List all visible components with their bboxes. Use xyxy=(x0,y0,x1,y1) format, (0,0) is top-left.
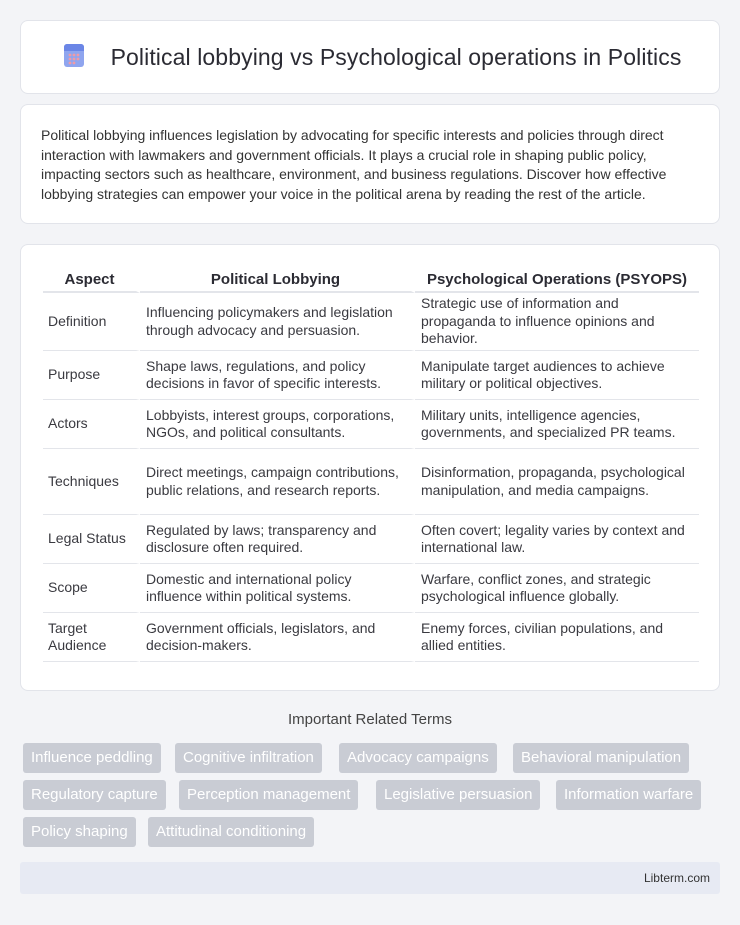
page-title: Political lobbying vs Psychological operations in Politics xyxy=(110,43,682,70)
tag-advocacy-campaigns[interactable]: Advocacy campaigns xyxy=(339,743,497,773)
psyops-cell: Military units, intelligence agencies, governments, and specialized PR teams. xyxy=(415,400,699,449)
tag-policy-shaping[interactable]: Policy shaping xyxy=(23,817,136,847)
aspect-cell: Purpose xyxy=(43,351,140,400)
aspect-cell: Actors xyxy=(43,400,140,449)
intro-card xyxy=(20,104,720,224)
comparison-table xyxy=(43,265,699,662)
lobbying-cell: Regulated by laws; transparency and disclosure often required. xyxy=(140,515,415,564)
aspect-cell: Scope xyxy=(43,564,140,613)
table-row xyxy=(43,449,699,515)
table-row xyxy=(43,400,699,449)
lobbying-cell: Influencing policymakers and legislation through advocacy and persuasion. xyxy=(140,293,415,351)
tag-attitudinal-conditioning[interactable]: Attitudinal conditioning xyxy=(148,817,314,847)
aspect-cell: Legal Status xyxy=(43,515,140,564)
footer-site-link[interactable]: Libterm.com xyxy=(643,871,710,885)
psyops-cell: Enemy forces, civilian populations, and allied entities. xyxy=(415,613,699,662)
lobbying-cell: Domestic and international policy influence within political systems. xyxy=(140,564,415,613)
related-terms-heading: Important Related Terms xyxy=(288,711,452,728)
table-row xyxy=(43,564,699,613)
aspect-cell: Definition xyxy=(43,293,140,351)
header-political-lobbying: Political Lobbying xyxy=(140,265,415,293)
lobbying-cell: Shape laws, regulations, and policy decisions in favor of specific interests. xyxy=(140,351,415,400)
header-aspect: Aspect xyxy=(43,265,140,293)
aspect-cell: Target Audience xyxy=(43,613,140,662)
table-row xyxy=(43,351,699,400)
lobbying-cell: Direct meetings, campaign contributions, public relations, and research reports. xyxy=(140,449,415,515)
lobbying-cell: Government officials, legislators, and decision-makers. xyxy=(140,613,415,662)
aspect-cell: Techniques xyxy=(43,449,140,515)
tag-influence-peddling[interactable]: Influence peddling xyxy=(23,743,161,773)
psyops-cell: Often covert; legality varies by context and international law. xyxy=(415,515,699,564)
table-row xyxy=(43,613,699,662)
footer xyxy=(20,862,720,894)
tag-legislative-persuasion[interactable]: Legislative persuasion xyxy=(376,780,540,810)
intro-paragraph: Political lobbying influences legislation by advocating for specific interests and policies through direct interaction with lawmakers and government officials. It plays a crucial role in shaping public policy, impacting sectors such as healthcare, environment, and business regulations. Discover how effective lobbying strategies can empower your voice in the political arena by reading the rest of the article. xyxy=(41,127,667,202)
tag-behavioral-manipulation[interactable]: Behavioral manipulation xyxy=(513,743,689,773)
psyops-cell: Disinformation, propaganda, psychological manipulation, and media campaigns. xyxy=(415,449,699,515)
tag-cognitive-infiltration[interactable]: Cognitive infiltration xyxy=(175,743,322,773)
table-row xyxy=(43,293,699,351)
header-card xyxy=(20,20,720,94)
psyops-cell: Manipulate target audiences to achieve military or political objectives. xyxy=(415,351,699,400)
lobbying-cell: Lobbyists, interest groups, corporations, NGOs, and political consultants. xyxy=(140,400,415,449)
table-row xyxy=(43,515,699,564)
table-header-row xyxy=(43,265,699,293)
header-psyops: Psychological Operations (PSYOPS) xyxy=(415,265,699,293)
document-icon xyxy=(59,40,111,75)
tag-perception-management[interactable]: Perception management xyxy=(179,780,358,810)
psyops-cell: Strategic use of information and propaganda to influence opinions and behavior. xyxy=(415,293,699,351)
tag-regulatory-capture[interactable]: Regulatory capture xyxy=(23,780,166,810)
comparison-table-card xyxy=(20,244,720,691)
psyops-cell: Warfare, conflict zones, and strategic psychological influence globally. xyxy=(415,564,699,613)
tag-information-warfare[interactable]: Information warfare xyxy=(556,780,701,810)
